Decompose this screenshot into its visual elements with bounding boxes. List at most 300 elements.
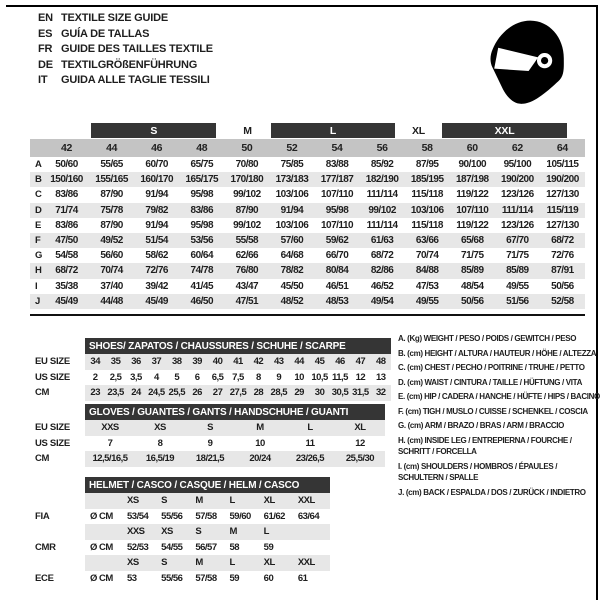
measure-value: 111/114 — [366, 189, 398, 201]
measure-value: 43/47 — [235, 280, 259, 292]
measure-value: 68/72 — [55, 265, 78, 277]
gloves-cell: 16,5/19 — [145, 453, 175, 465]
helmet-cell: 60 — [263, 572, 274, 584]
shoes-cell: 24,5 — [148, 387, 165, 399]
measure-value: 39/42 — [145, 280, 168, 292]
size-column-header: 54 — [331, 142, 343, 154]
legend-item: F. (cm) TIGH / MUSLO / CUISSE / SCHENKEL / COSCIA — [398, 406, 588, 416]
size-column-header: 48 — [196, 142, 208, 154]
measure-value: 65/75 — [190, 159, 214, 171]
helmet-cell: 59/60 — [229, 510, 251, 522]
size-column-header: 60 — [466, 142, 478, 154]
gloves-table — [85, 404, 385, 467]
measure-letter: I — [35, 280, 38, 292]
size-group-xl: XL — [411, 124, 426, 137]
size-column-header: 50 — [241, 142, 253, 154]
measure-value: 46/51 — [325, 280, 349, 292]
measure-value: 50/56 — [551, 280, 574, 292]
measure-value: 85/92 — [370, 159, 394, 171]
shoes-row — [85, 385, 391, 401]
legend-item: B. (cm) HEIGHT / ALTURA / HAUTEUR / HÖHE / ALTEZZA — [398, 348, 597, 358]
measure-letter: F — [35, 235, 41, 247]
measurement-legend — [398, 333, 600, 501]
legend-item: A. (Kg) WEIGHT / PESO / POIDS / GEWITCH / PESO — [398, 334, 577, 343]
helmet-cell: M — [195, 495, 203, 507]
measure-value: 60/70 — [145, 159, 168, 171]
measure-value: 46/50 — [190, 295, 214, 307]
helmet-cell: L — [263, 526, 269, 538]
language-code: EN — [38, 12, 53, 24]
measure-value: 99/102 — [233, 219, 261, 231]
language-row — [38, 27, 213, 43]
gloves-cell: 9 — [207, 437, 213, 449]
measure-letter: C — [35, 189, 42, 201]
size-group-xxl: XXL — [442, 123, 566, 138]
measure-value: 87/90 — [100, 189, 123, 201]
helmet-cell: XXS — [127, 526, 145, 538]
measure-value: 70/74 — [415, 250, 439, 262]
shoes-cell: 9 — [276, 371, 282, 383]
measure-value: 83/86 — [55, 189, 78, 201]
measure-value: 67/70 — [506, 235, 529, 247]
measure-value: 72/76 — [551, 250, 574, 262]
measure-value: 173/183 — [275, 174, 309, 186]
helmet-cell: 53/54 — [127, 510, 149, 522]
gloves-label-spacer — [35, 404, 85, 420]
shoes-cell: 26 — [192, 387, 202, 399]
language-title: GUIDE DES TAILLES TEXTILE — [61, 43, 213, 55]
helmet-cell: 59 — [229, 572, 240, 584]
helmet-cell: S — [161, 557, 167, 569]
helmet-cell: XS — [161, 526, 173, 538]
measure-value: 115/118 — [411, 219, 443, 231]
measure-value: 190/200 — [501, 174, 534, 186]
language-code: IT — [38, 74, 48, 86]
gloves-cell: 11 — [305, 437, 315, 449]
helmet-cell: M — [229, 526, 237, 538]
helmet-row — [85, 540, 330, 556]
gloves-cell: L — [307, 422, 313, 434]
measure-value: 59/62 — [325, 235, 349, 247]
gloves-cell: 20/24 — [249, 453, 271, 465]
size-column-header: 64 — [556, 142, 568, 154]
measure-value: 46/52 — [370, 280, 394, 292]
shoes-cell: 36 — [131, 356, 141, 368]
measure-value: 48/53 — [325, 295, 349, 307]
measure-value: 115/118 — [411, 189, 443, 201]
measure-value: 95/100 — [503, 159, 532, 171]
gloves-cell: XL — [354, 422, 366, 434]
legend-item: J. (cm) BACK / ESPALDA / DOS / ZURÜCK / INDIETRO — [398, 487, 586, 497]
gloves-cell: 25,5/30 — [345, 453, 375, 465]
measure-value: 48/52 — [280, 295, 304, 307]
measure-row-i — [30, 279, 585, 294]
shoes-cell: 24 — [131, 387, 141, 399]
textile-size-table — [30, 123, 585, 309]
measure-value: 74/78 — [190, 265, 214, 277]
legend-item: C. (cm) CHEST / PECHO / POITRINE / TRUHE / PETTO — [398, 363, 585, 372]
measure-value: 78/82 — [280, 265, 304, 277]
size-group-row — [30, 123, 585, 139]
language-title: GUÍA DE TALLAS — [61, 27, 150, 40]
shoes-row-label: CM — [35, 387, 50, 399]
size-number-row — [30, 139, 585, 157]
shoes-cell: 4 — [153, 371, 159, 383]
helmet-cell: L — [229, 495, 235, 507]
size-column-header: 62 — [511, 142, 523, 154]
helmet-cell: 59 — [263, 541, 274, 553]
gloves-row — [85, 436, 385, 452]
shoes-cell: 39 — [192, 356, 202, 368]
shoes-cell: 34 — [90, 356, 100, 368]
helmet-cell: XS — [127, 495, 139, 507]
size-group-l: L — [271, 123, 395, 138]
legend-item: D. (cm) WAIST / CINTURA / TAILLE / HÜFTUNG / VITA — [398, 377, 583, 387]
measure-value: 75/85 — [280, 159, 304, 171]
measure-value: 91/94 — [145, 219, 168, 231]
helmet-row — [85, 509, 330, 525]
measure-letter: A — [35, 159, 42, 171]
measure-value: 49/55 — [506, 280, 529, 292]
measure-value: 111/114 — [501, 204, 533, 216]
measure-value: 79/82 — [145, 204, 168, 216]
size-column-header: 46 — [151, 142, 163, 154]
measure-value: 119/122 — [456, 189, 489, 201]
language-list — [38, 11, 213, 89]
helmet-cell: 56/57 — [195, 541, 217, 553]
shoes-table-body — [85, 354, 391, 401]
shoes-cell: 40 — [212, 356, 223, 368]
measure-value: 71/75 — [461, 250, 484, 262]
measure-letter: G — [35, 250, 43, 262]
gloves-table-title: GLOVES / GUANTES / GANTS / HANDSCHUHE / GUANTI — [85, 404, 385, 420]
helmet-icon — [487, 17, 567, 109]
measure-value: 65/68 — [461, 235, 484, 247]
measure-letter: B — [35, 174, 42, 186]
helmet-label-spacer — [35, 477, 85, 493]
measure-letter: E — [35, 219, 42, 231]
measure-value: 51/54 — [145, 235, 168, 247]
legend-item: E. (cm) HIP / CADERA / HANCHE / HÜFTE / HIPS / BACINO — [398, 392, 600, 401]
helmet-cell: S — [195, 526, 202, 538]
helmet-cell: M — [195, 557, 203, 569]
size-column-header: 56 — [376, 142, 388, 154]
measure-value: 56/60 — [100, 250, 123, 262]
measure-value: 95/98 — [325, 204, 349, 216]
measure-value: 155/165 — [95, 174, 128, 186]
helmet-cell: 58 — [229, 541, 240, 553]
gloves-cell: M — [256, 422, 264, 434]
measure-value: 85/89 — [506, 265, 529, 277]
measure-value: 71/74 — [55, 204, 78, 216]
measure-value: 72/76 — [145, 265, 168, 277]
shoes-cell: 27,5 — [229, 387, 247, 399]
helmet-row-label — [35, 493, 85, 509]
measure-value: 53/56 — [190, 235, 214, 247]
legend-item: I. (cm) SHOULDERS / HOMBROS / ÉPAULES / SCHULTERN / SPALLE — [398, 461, 558, 482]
measure-value: 35/38 — [55, 280, 78, 292]
shoes-section — [35, 338, 391, 401]
measure-value: 70/80 — [235, 159, 259, 171]
measure-value: 50/60 — [55, 159, 78, 171]
section-divider — [30, 314, 585, 316]
helmet-cell: S — [161, 495, 167, 507]
helmet-section — [35, 477, 330, 586]
measure-value: 107/110 — [320, 219, 354, 231]
shoes-cell: 8 — [255, 371, 261, 383]
size-column-header: 42 — [60, 142, 73, 154]
measure-value: 55/65 — [100, 159, 123, 171]
measure-letter: J — [35, 295, 41, 307]
helmet-cell: XXL — [297, 495, 315, 507]
measure-value: 68/72 — [551, 235, 574, 247]
shoes-cell: 30 — [314, 387, 325, 399]
measure-value: 99/102 — [368, 204, 396, 216]
shoes-cell: 6,5 — [211, 371, 224, 383]
shoes-cell: 6 — [194, 371, 200, 383]
shoes-table-title: SHOES/ ZAPATOS / CHAUSSURES / SCHUHE / SCARPE — [85, 338, 391, 354]
legend-item: H. (cm) INSIDE LEG / ENTREPIERNA / FOURCHE / SCHRITT / FORCELLA — [398, 435, 572, 456]
helmet-cell: 55/56 — [161, 510, 183, 522]
size-group-s: S — [91, 123, 216, 138]
measure-value: 70/74 — [100, 265, 123, 277]
helmet-cell: XL — [263, 557, 275, 569]
shoes-cell: 27 — [212, 387, 223, 399]
helmet-row — [85, 493, 330, 509]
shoes-row-label: US SIZE — [35, 371, 70, 383]
measure-value: 105/115 — [546, 159, 579, 171]
shoes-cell: 11,5 — [332, 371, 348, 383]
measure-value: 60/64 — [190, 250, 214, 262]
measure-value: 37/40 — [100, 280, 123, 292]
shoes-cell: 2 — [92, 371, 98, 383]
measure-value: 57/60 — [280, 235, 304, 247]
measure-value: 170/180 — [230, 174, 264, 186]
language-row — [38, 73, 213, 89]
gloves-cell: XS — [154, 422, 166, 434]
shoes-cell: 23 — [90, 387, 100, 399]
helmet-cell: XXL — [297, 557, 315, 569]
measure-value: 45/50 — [280, 280, 304, 292]
measure-value: 150/160 — [50, 174, 83, 186]
measure-row-j — [30, 294, 585, 309]
measure-value: 75/78 — [100, 204, 123, 216]
helmet-cell: 57/58 — [195, 572, 217, 584]
gloves-label-column — [35, 404, 85, 467]
shoes-row — [85, 370, 391, 386]
measure-value: 165/175 — [185, 174, 219, 186]
measure-value: 52/58 — [551, 295, 574, 307]
measure-value: 49/54 — [370, 295, 394, 307]
helmet-table — [85, 477, 330, 586]
language-title: TEXTILE SIZE GUIDE — [61, 12, 169, 24]
measure-value: 83/88 — [325, 159, 349, 171]
measure-value: 48/54 — [461, 280, 484, 292]
shoes-cell: 13 — [376, 371, 386, 383]
helmet-cell: 54/55 — [161, 541, 183, 553]
gloves-cell: 8 — [157, 437, 163, 449]
shoes-cell: 12 — [355, 371, 366, 383]
measure-value: 115/119 — [546, 204, 579, 216]
measure-row-e — [30, 218, 585, 233]
gloves-table-body — [85, 420, 385, 467]
gloves-row-label: EU SIZE — [35, 422, 70, 434]
shoes-label-column — [35, 338, 85, 401]
shoes-cell: 46 — [335, 356, 345, 368]
gloves-row-label: CM — [35, 453, 50, 465]
measure-value: 91/94 — [280, 204, 304, 216]
language-code: FR — [38, 43, 53, 55]
shoes-cell: 29 — [294, 387, 304, 399]
helmet-row-label: ECE — [35, 572, 54, 584]
gloves-cell: 10 — [255, 437, 265, 449]
visor-pivot-dot — [541, 57, 548, 64]
shoes-cell: 42 — [253, 356, 264, 368]
measure-value: 50/56 — [461, 295, 484, 307]
helmet-table-title: HELMET / CASCO / CASQUE / HELM / CASCO — [85, 477, 330, 493]
shoes-cell: 35 — [110, 356, 121, 368]
helmet-cell: 52/53 — [127, 541, 149, 553]
measure-value: 103/106 — [275, 219, 309, 231]
shoes-row — [85, 354, 391, 370]
measure-value: 160/170 — [140, 174, 174, 186]
shoes-cell: 7,5 — [232, 371, 244, 383]
measure-value: 103/106 — [410, 204, 444, 216]
measure-value: 61/63 — [370, 235, 394, 247]
measure-value: 62/66 — [235, 250, 259, 262]
language-row — [38, 58, 213, 74]
helmet-cell: 63/64 — [297, 510, 320, 522]
shoes-cell: 44 — [294, 356, 304, 368]
measure-value: 185/195 — [410, 174, 444, 186]
size-column-header: 44 — [106, 142, 118, 154]
measure-value: 107/110 — [320, 189, 354, 201]
helmet-cell: 61/62 — [263, 510, 285, 522]
gloves-row — [85, 451, 385, 467]
helmet-row — [85, 524, 330, 540]
helmet-row-label: FIA — [35, 510, 50, 522]
measure-value: 41/45 — [190, 280, 214, 292]
helmet-cell: L — [229, 557, 235, 569]
gloves-cell: 23/26,5 — [295, 453, 325, 465]
measure-value: 76/80 — [235, 265, 259, 277]
helmet-cell: 61 — [297, 572, 308, 584]
measure-value: 187/198 — [455, 174, 489, 186]
gloves-cell: S — [207, 422, 213, 434]
main-table-body — [30, 157, 585, 309]
shoes-cell: 32 — [376, 387, 386, 399]
measure-value: 47/51 — [235, 295, 259, 307]
helmet-row — [85, 555, 330, 571]
measure-value: 182/190 — [365, 174, 399, 186]
shoes-cell: 48 — [376, 356, 386, 368]
measure-value: 49/55 — [415, 295, 439, 307]
measure-row-d — [30, 203, 585, 218]
helmet-cell: 57/58 — [195, 510, 217, 522]
measure-value: 47/53 — [415, 280, 439, 292]
shoes-cell: 2,5 — [109, 371, 122, 383]
gloves-section — [35, 404, 385, 467]
measure-value: 95/98 — [190, 189, 214, 201]
measure-letter: D — [35, 204, 42, 216]
shoes-cell: 37 — [151, 356, 162, 368]
size-column-header: 58 — [421, 142, 433, 154]
shoes-cell: 45 — [314, 356, 325, 368]
measure-value: 82/86 — [370, 265, 394, 277]
gloves-cell: 12,5/16,5 — [92, 453, 128, 465]
language-row — [38, 11, 213, 27]
shoes-cell: 10,5 — [311, 371, 328, 383]
measure-value: 66/70 — [325, 250, 349, 262]
shoes-cell: 25,5 — [168, 387, 186, 399]
shoes-table — [85, 338, 391, 401]
measure-value: 119/122 — [456, 219, 489, 231]
right-border-line — [596, 5, 598, 600]
measure-value: 87/90 — [235, 204, 259, 216]
helmet-label-column — [35, 477, 85, 586]
shoes-cell: 10 — [294, 371, 304, 383]
measure-value: 123/126 — [501, 219, 534, 231]
helmet-cell: 53 — [127, 572, 137, 584]
measure-value: 68/72 — [370, 250, 394, 262]
measure-value: 44/48 — [100, 295, 123, 307]
measure-value: 127/130 — [546, 219, 579, 231]
measure-value: 103/106 — [275, 189, 309, 201]
language-title: GUIDA ALLE TAGLIE TESSILI — [61, 74, 210, 86]
measure-row-f — [30, 233, 585, 248]
measure-value: 51/56 — [506, 295, 529, 307]
shoes-cell: 28,5 — [270, 387, 288, 399]
measure-value: 84/88 — [415, 265, 439, 277]
measure-value: 83/86 — [190, 204, 214, 216]
language-title: TEXTILGRÖßENFÜHRUNG — [61, 58, 198, 71]
measure-row-b — [30, 172, 585, 187]
measure-value: 71/75 — [506, 250, 529, 262]
shoes-cell: 3,5 — [130, 371, 142, 383]
size-group-m: M — [243, 124, 252, 137]
helmet-row-label: CMR — [35, 541, 56, 553]
measure-value: 123/126 — [501, 189, 534, 201]
helmet-cell: Ø CM — [90, 572, 113, 584]
measure-value: 91/94 — [145, 189, 168, 201]
gloves-cell: 12 — [355, 437, 365, 449]
shoes-row-label: EU SIZE — [35, 356, 70, 368]
top-border-line — [6, 5, 597, 7]
language-code: ES — [38, 27, 53, 40]
shoes-cell: 23,5 — [107, 387, 124, 399]
measure-value: 99/102 — [233, 189, 261, 201]
measure-value: 45/49 — [55, 295, 78, 307]
measure-row-g — [30, 248, 585, 263]
measure-value: 87/91 — [551, 265, 574, 277]
helmet-row-label — [35, 524, 85, 540]
measure-value: 95/98 — [190, 219, 214, 231]
helmet-cell: Ø CM — [90, 510, 113, 522]
gloves-row-label: US SIZE — [35, 437, 70, 449]
measure-value: 55/58 — [235, 235, 259, 247]
measure-value: 107/110 — [456, 204, 489, 216]
measure-value: 87/90 — [100, 219, 123, 231]
measure-value: 45/49 — [145, 295, 168, 307]
size-column-header: 52 — [286, 142, 298, 154]
helmet-cell: 55/56 — [161, 572, 183, 584]
helmet-cell: Ø CM — [90, 541, 113, 553]
gloves-cell: XXS — [101, 422, 119, 434]
helmet-cell: XS — [127, 557, 139, 569]
measure-value: 190/200 — [546, 174, 579, 186]
measure-value: 49/52 — [100, 235, 123, 247]
measure-row-c — [30, 187, 585, 202]
